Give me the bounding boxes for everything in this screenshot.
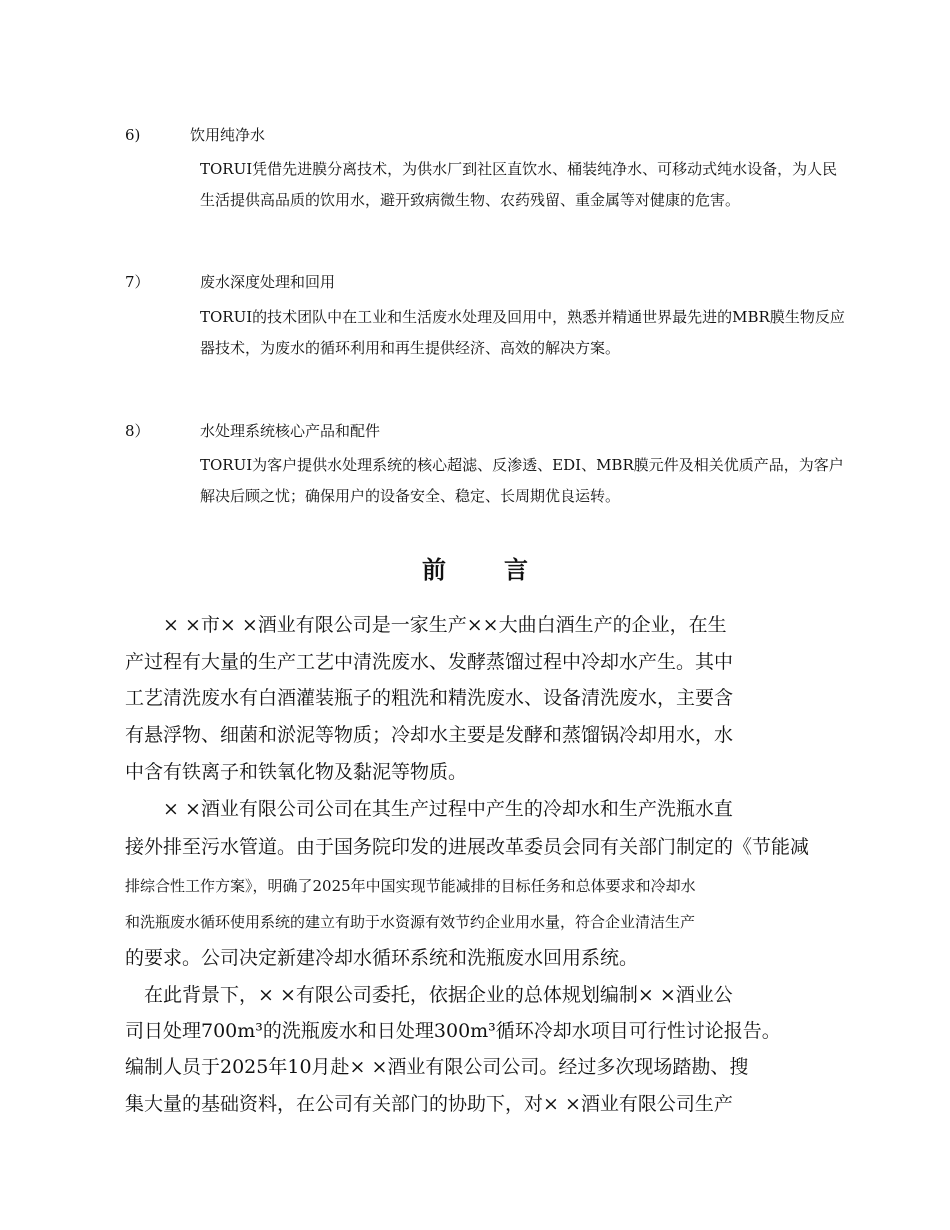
preface-line: 排综合性工作方案》，明确了2025年中国实现节能减排的目标任务和总体要求和冷却水: [125, 877, 696, 895]
item-body: TORUI凭借先进膜分离技术，为供水厂到社区直饮水、桶装纯净水、可移动式纯水设备，为人民生活提供高品质的饮用水，避开致病微生物、农药残留、重金属等对健康的危害。: [200, 160, 838, 209]
item-body: TORUI为客户提供水处理系统的核心超滤、反渗透、EDI、MBR膜元件及相关优质产品，为客户解决后顾之忧；确保用户的设备安全、稳定、长周期优良运转。: [200, 456, 844, 505]
item-body: TORUI的技术团队中在工业和生活废水处理及回用中，熟悉并精通世界最先进的MBR膜生物反应器技术，为废水的循环利用和再生提供经济、高效的解决方案。: [200, 308, 845, 357]
item-heading: 饮用纯净水: [190, 126, 266, 144]
preface-line: 的要求。公司决定新建冷却水循环系统和洗瓶废水回用系统。: [125, 947, 639, 969]
preface-line: 中含有铁离子和铁氧化物及黏泥等物质。: [125, 761, 468, 783]
item-number: 8）: [125, 422, 150, 440]
preface-line: 和洗瓶废水循环使用系统的建立有助于水资源有效节约企业用水量，符合企业清洁生产: [125, 913, 696, 931]
preface-line: 司日处理700m³的洗瓶废水和日处理300m³循环冷却水项目可行性讨论报告。: [125, 1020, 781, 1042]
preface-line: 集大量的基础资料，在公司有关部门的协助下，对× ×酒业有限公司生产: [125, 1093, 733, 1115]
section-title: 前言: [422, 555, 586, 584]
item-heading: 水处理系统核心产品和配件: [200, 422, 381, 440]
preface-line: 接外排至污水管道。由于国务院印发的进展改革委员会同有关部门制定的《节能减: [125, 836, 810, 858]
preface-line: 工艺清洗废水有白酒灌装瓶子的粗洗和精洗废水、设备清洗废水，主要含: [125, 687, 734, 709]
preface-line: × ×市× ×酒业有限公司是一家生产××大曲白酒生产的企业，在生: [125, 614, 727, 636]
preface-line: × ×酒业有限公司公司在其生产过程中产生的冷却水和生产洗瓶水直: [125, 798, 733, 820]
preface-line: 产过程有大量的生产工艺中清洗废水、发酵蒸馏过程中冷却水产生。其中: [125, 651, 734, 673]
item-number: 7）: [125, 273, 150, 291]
preface-line: 有悬浮物、细菌和淤泥等物质；冷却水主要是发酵和蒸馏锅冷却用水，水: [125, 724, 734, 746]
item-number: 6): [125, 126, 141, 144]
preface-line: 在此背景下，× ×有限公司委托，依据企业的总体规划编制× ×酒业公: [125, 984, 733, 1006]
item-heading: 废水深度处理和回用: [200, 273, 336, 291]
preface-line: 编制人员于2025年10月赴× ×酒业有限公司公司。经过多次现场踏勘、搜: [125, 1056, 749, 1078]
